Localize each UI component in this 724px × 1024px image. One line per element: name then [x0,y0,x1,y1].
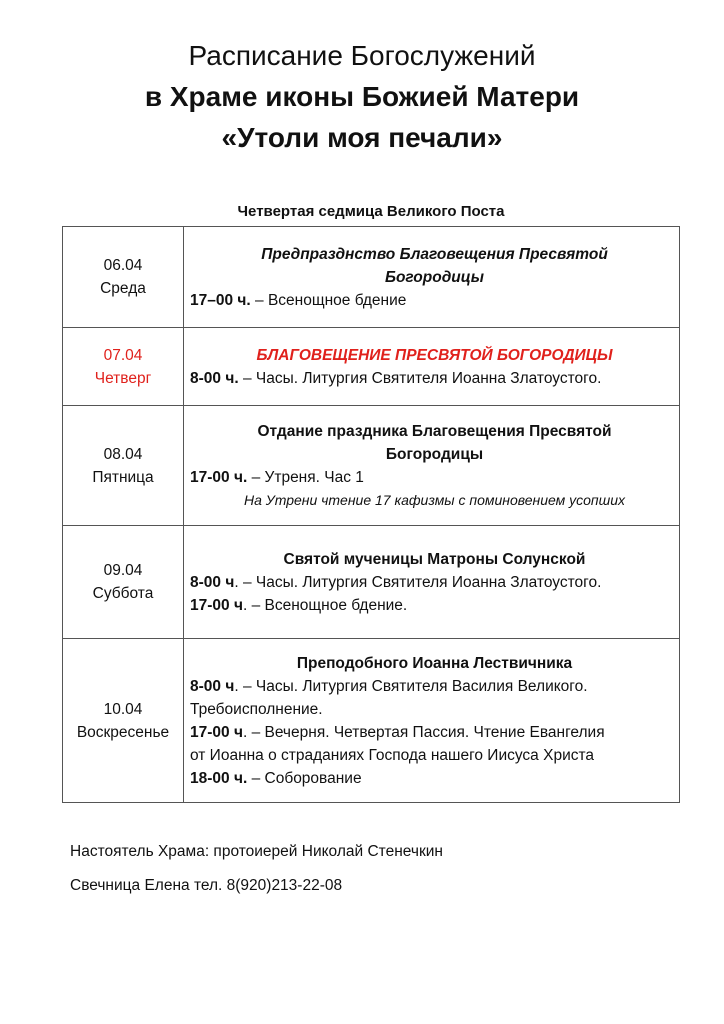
service-cell [184,227,680,328]
feast-title: Святой мученицы Матроны Солунской [283,550,586,568]
service-cell [184,526,680,639]
feast-title: Преподобного Иоанна Лествичника [296,654,573,672]
table-row [63,526,680,639]
service-line [190,289,679,312]
service-line [190,721,679,744]
icon-name-line: «Утоли моя печали» [221,122,503,153]
schedule-table [62,226,680,803]
date: 08.04 [103,445,143,463]
service-line [190,698,679,721]
service-time: 17-00 ч [190,596,243,614]
church-name-line: в Храме иконы Божией Матери [144,81,580,112]
date-cell [63,227,184,328]
rector-line: Настоятель Храма: протоиерей Николай Стенечкин [70,843,443,860]
service-cell [184,406,680,526]
weekday: Суббота [92,585,154,602]
weekday: Четверг [94,369,152,387]
feast-title: БЛАГОВЕЩЕНИЕ ПРЕСВЯТОЙ БОГОРОДИЦЫ [256,346,613,364]
table-row [63,227,680,328]
service-text: . – Часы. Литургия Святителя Иоанна Златоустого. [234,573,602,591]
table-row [63,639,680,803]
service-text: – Утреня. Час 1 [247,468,364,486]
service-text: – Соборование [247,769,362,787]
service-text: . – Часы. Литургия Святителя Василия Великого. [234,677,588,695]
date-cell [63,406,184,526]
date: 07.04 [103,346,143,364]
date-cell [63,328,184,406]
service-cell [184,639,680,803]
service-text: – Всенощное бдение [250,291,407,309]
service-text: . – Всенощное бдение. [242,596,408,614]
service-line [190,744,679,767]
service-line [190,767,679,790]
service-line [190,675,679,698]
service-time: 17-00 ч. [190,468,248,486]
weekday: Воскресенье [76,723,170,741]
table-row [63,328,680,406]
weekday: Среда [100,280,146,297]
feast-title: Богородицы [384,268,485,286]
date: 09.04 [103,562,143,579]
date: 10.04 [103,700,143,718]
service-text: – Часы. Литургия Святителя Иоанна Златоустого. [238,369,602,387]
service-time: 17–00 ч. [190,291,251,309]
weekday: Пятница [92,468,154,486]
service-cell [184,328,680,406]
service-time: 8-00 ч [190,677,235,695]
feast-title: Отдание праздника Благовещения Пресвятой [257,422,612,440]
table-row [63,406,680,526]
service-line [190,466,679,489]
service-time: 8-00 ч. [190,369,239,387]
service-time: 18-00 ч. [190,769,248,787]
service-text: . – Вечерня. Четвертая Пассия. Чтение Евангелия [242,723,605,741]
feast-title: Предпразднство Благовещения Пресвятой [261,245,608,263]
service-time: 8-00 ч [190,573,235,591]
service-line [190,367,679,390]
service-text: Требоисполнение. [190,700,323,718]
service-line [190,594,679,617]
schedule-title: Расписание Богослужений [188,40,536,71]
feast-title: Богородицы [385,445,484,463]
date: 06.04 [103,257,143,274]
date-cell [63,639,184,803]
date-cell [63,526,184,639]
contact-line: Свечница Елена тел. 8(920)213-22-08 [70,877,343,894]
service-line [190,571,679,594]
service-text: от Иоанна о страданиях Господа нашего Иисуса Христа [190,746,595,764]
service-time: 17-00 ч [190,723,243,741]
week-heading: Четвертая седмица Великого Поста [237,203,505,220]
service-note: На Утрени чтение 17 кафизмы с поминовением усопших [243,491,626,508]
